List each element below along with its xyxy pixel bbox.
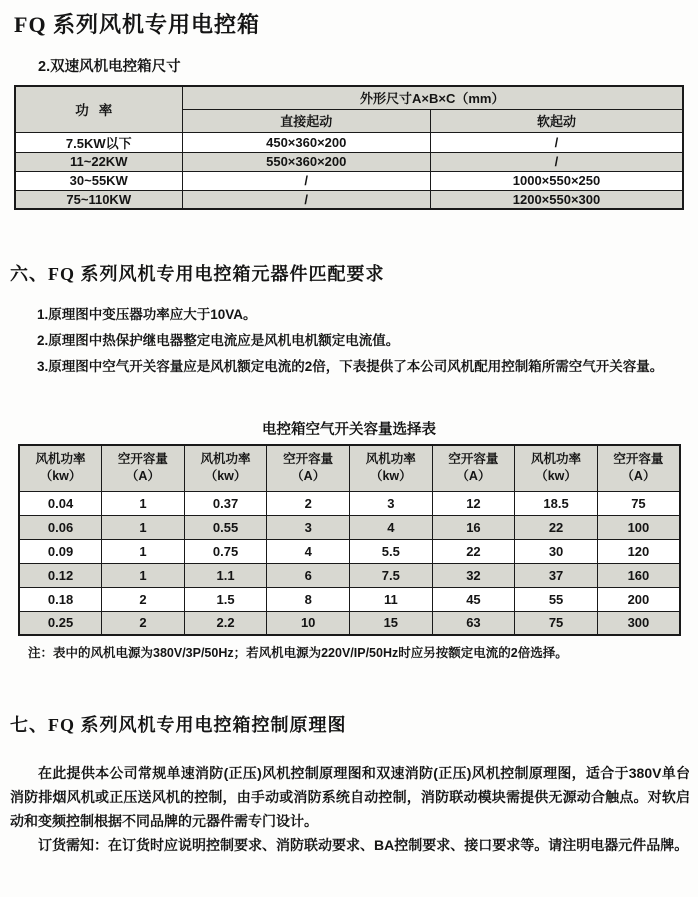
note-transformer: 1.原理图中变压器功率应大于10VA。 <box>37 307 257 322</box>
fan-power-cell: 1.1 <box>184 563 267 587</box>
section7-heading: 七、FQ 系列风机专用电控箱控制原理图 <box>10 715 347 735</box>
fan-power-cell: 0.18 <box>19 587 102 611</box>
fan-power-cell: 2.2 <box>184 611 267 635</box>
breaker-table-title: 电控箱空气开关容量选择表 <box>262 422 436 438</box>
breaker-col-header <box>432 445 515 491</box>
col-header-outer-size: 外形尺寸A×B×C（mm） <box>182 86 683 109</box>
breaker-capacity-cell: 1 <box>102 539 185 563</box>
soft-start-size-cell: 1200×550×300 <box>430 190 683 209</box>
control-principle-paragraph: 在此提供本公司常规单速消防(正压)风机控制原理图和双速消防(正压)风机控制原理图，适合于380V单台消防排烟风机或正压送风机的控制，由手动或消防系统自动控制，消防联动模块需提供无源动合触点。对软启动和变频控制根据不同品牌的元器件需专门设计。 <box>10 765 690 829</box>
table-row <box>15 171 683 190</box>
breaker-col-header <box>515 445 598 491</box>
breaker-capacity-cell: 300 <box>597 611 680 635</box>
breaker-capacity-cell: 32 <box>432 563 515 587</box>
fan-power-cell: 15 <box>350 611 433 635</box>
header-unit: （kw） <box>535 469 577 484</box>
header-unit: （A） <box>125 469 160 484</box>
ordering-notice-paragraph: 订货需知：在订货时应说明控制要求、消防联动要求、BA控制要求、接口要求等。请注明电器元件品牌。 <box>38 837 689 853</box>
table-row <box>15 152 683 171</box>
breaker-capacity-cell: 45 <box>432 587 515 611</box>
table-row <box>19 611 680 635</box>
breaker-table-note: 注：表中的风机电源为380V/3P/50Hz；若风机电源为220V/IP/50Hz时应另按额定电流的2倍选择。 <box>28 646 568 660</box>
fan-power-cell: 75 <box>515 611 598 635</box>
power-range-cell: 11~22KW <box>15 152 182 171</box>
power-range-cell: 75~110KW <box>15 190 182 209</box>
breaker-capacity-cell: 10 <box>267 611 350 635</box>
fan-power-cell: 0.25 <box>19 611 102 635</box>
breaker-capacity-cell: 12 <box>432 491 515 515</box>
table-row <box>19 563 680 587</box>
fan-power-cell: 5.5 <box>350 539 433 563</box>
table-row <box>15 132 683 152</box>
breaker-col-header <box>102 445 185 491</box>
table-row <box>19 515 680 539</box>
fan-power-cell: 37 <box>515 563 598 587</box>
header-unit: （A） <box>621 469 656 484</box>
breaker-capacity-cell: 1 <box>102 515 185 539</box>
direct-start-size-cell: / <box>182 190 430 209</box>
breaker-col-header <box>597 445 680 491</box>
breaker-capacity-cell: 3 <box>267 515 350 539</box>
section7-paragraphs <box>10 761 690 857</box>
breaker-capacity-cell: 2 <box>102 611 185 635</box>
breaker-capacity-cell: 120 <box>597 539 680 563</box>
header-label: 空开容量 <box>283 452 334 467</box>
fan-power-cell: 0.09 <box>19 539 102 563</box>
fan-power-cell: 3 <box>350 491 433 515</box>
power-range-cell: 7.5KW以下 <box>15 132 182 152</box>
fan-power-cell: 1.5 <box>184 587 267 611</box>
fan-power-cell: 0.55 <box>184 515 267 539</box>
direct-start-size-cell: / <box>182 171 430 190</box>
fan-power-cell: 7.5 <box>350 563 433 587</box>
soft-start-size-cell: / <box>430 132 683 152</box>
dimension-table <box>14 85 684 210</box>
breaker-capacity-cell: 1 <box>102 563 185 587</box>
fan-power-cell: 18.5 <box>515 491 598 515</box>
fan-power-cell: 0.04 <box>19 491 102 515</box>
direct-start-size-cell: 550×360×200 <box>182 152 430 171</box>
header-label: 空开容量 <box>117 452 168 467</box>
section6-heading: 六、FQ 系列风机专用电控箱元器件匹配要求 <box>10 264 385 284</box>
fan-power-cell: 0.75 <box>184 539 267 563</box>
header-unit: （A） <box>291 469 326 484</box>
table-row <box>19 539 680 563</box>
header-label: 风机功率 <box>365 452 416 467</box>
soft-start-size-cell: / <box>430 152 683 171</box>
header-unit: （kw） <box>204 469 247 484</box>
breaker-table-body <box>19 491 680 635</box>
breaker-capacity-cell: 6 <box>267 563 350 587</box>
direct-start-size-cell: 450×360×200 <box>182 132 430 152</box>
breaker-col-header <box>184 445 267 491</box>
header-label: 风机功率 <box>200 452 251 467</box>
fan-power-cell: 4 <box>350 515 433 539</box>
header-label: 风机功率 <box>531 452 582 467</box>
col-header-power: 功率 <box>15 86 182 132</box>
fan-power-cell: 30 <box>515 539 598 563</box>
header-unit: （kw） <box>39 469 82 484</box>
section6-notes <box>10 302 688 380</box>
soft-start-size-cell: 1000×550×250 <box>430 171 683 190</box>
breaker-capacity-cell: 2 <box>267 491 350 515</box>
header-unit: （kw） <box>369 469 412 484</box>
breaker-capacity-cell: 100 <box>597 515 680 539</box>
breaker-table-header-row <box>19 445 680 491</box>
table-row <box>15 190 683 209</box>
breaker-capacity-cell: 22 <box>432 539 515 563</box>
breaker-col-header <box>350 445 433 491</box>
breaker-capacity-cell: 75 <box>597 491 680 515</box>
power-range-cell: 30~55KW <box>15 171 182 190</box>
col-header-direct-start: 直接起动 <box>182 109 430 132</box>
breaker-capacity-cell: 1 <box>102 491 185 515</box>
dimension-table-body <box>15 132 683 209</box>
header-unit: （A） <box>456 469 491 484</box>
breaker-table <box>18 444 681 636</box>
breaker-capacity-cell: 63 <box>432 611 515 635</box>
breaker-capacity-cell: 2 <box>102 587 185 611</box>
table-row <box>19 587 680 611</box>
breaker-capacity-cell: 200 <box>597 587 680 611</box>
fan-power-cell: 55 <box>515 587 598 611</box>
breaker-col-header <box>267 445 350 491</box>
breaker-col-header <box>19 445 102 491</box>
breaker-capacity-cell: 160 <box>597 563 680 587</box>
col-header-soft-start: 软起动 <box>430 109 683 132</box>
header-label: 空开容量 <box>448 452 499 467</box>
breaker-capacity-cell: 8 <box>267 587 350 611</box>
page-title: FQ 系列风机专用电控箱 <box>14 12 261 37</box>
subtitle-dual-speed-dimensions: 2.双速风机电控箱尺寸 <box>38 59 181 75</box>
header-label: 空开容量 <box>613 452 664 467</box>
fan-power-cell: 11 <box>350 587 433 611</box>
header-label: 风机功率 <box>35 452 86 467</box>
table-row <box>19 491 680 515</box>
fan-power-cell: 0.12 <box>19 563 102 587</box>
note-breaker-capacity: 3.原理图中空气开关容量应是风机额定电流的2倍，下表提供了本公司风机配用控制箱所需空气开关容量。 <box>37 359 664 374</box>
fan-power-cell: 0.37 <box>184 491 267 515</box>
fan-power-cell: 22 <box>515 515 598 539</box>
fan-power-cell: 0.06 <box>19 515 102 539</box>
note-thermal-relay: 2.原理图中热保护继电器整定电流应是风机电机额定电流值。 <box>37 333 400 348</box>
breaker-capacity-cell: 16 <box>432 515 515 539</box>
dimension-table-header-row-1 <box>15 86 683 109</box>
breaker-capacity-cell: 4 <box>267 539 350 563</box>
